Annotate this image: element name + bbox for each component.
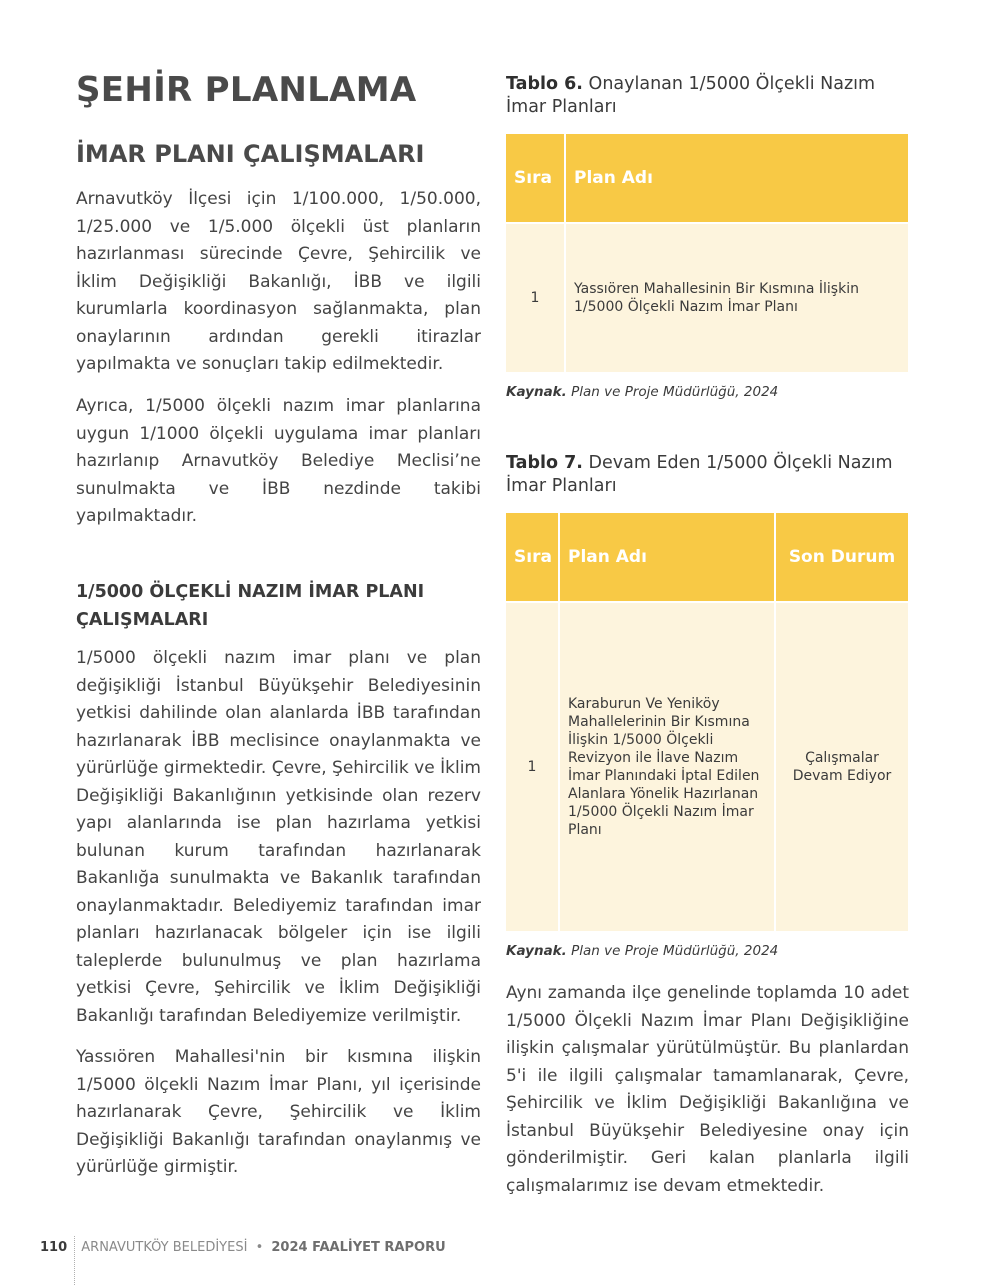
table7-source xyxy=(506,943,778,959)
table7-source-text: Plan ve Proje Müdürlüğü, 2024 xyxy=(571,943,779,959)
table6-source xyxy=(506,384,778,400)
table7-label: Tablo 7. xyxy=(506,453,583,473)
footer-org: ARNAVUTKÖY BELEDİYESİ xyxy=(81,1240,248,1255)
table7-header-plan-adi: Plan Adı xyxy=(558,513,774,601)
table7-caption xyxy=(506,452,906,498)
table6-cell-sira: 1 xyxy=(506,222,564,372)
paragraph-application-plans: Ayrıca, 1/5000 ölçekli nazım imar planlarına uygun 1/1000 ölçekli uygulama imar planları hazırlanıp Arnavutköy Belediye Meclisi’ne sunulmakta ve İBB nezdinde takibi yapılmaktadır. xyxy=(76,396,481,526)
table7-header-sira: Sıra xyxy=(506,513,558,601)
table6-source-text: Plan ve Proje Müdürlüğü, 2024 xyxy=(571,384,779,400)
page-title: ŞEHİR PLANLAMA xyxy=(76,70,417,110)
table7-source-label: Kaynak. xyxy=(506,943,567,959)
table6-header-plan-adi: Plan Adı xyxy=(564,134,908,222)
page-number: 110 xyxy=(40,1240,68,1255)
footer-separator: • xyxy=(255,1240,264,1255)
table6-caption xyxy=(506,73,906,119)
table6 xyxy=(506,134,908,372)
table6-source-label: Kaynak. xyxy=(506,384,567,400)
table6-label: Tablo 6. xyxy=(506,74,583,94)
table7-caption-text: Devam Eden 1/5000 Ölçekli Nazım İmar Planları xyxy=(506,453,893,496)
paragraph-plan-changes: Aynı zamanda ilçe genelinde toplamda 10 adet 1/5000 Ölçekli Nazım İmar Planı Değişikliğine ilişkin çalışmalar yürütülmüştür. Bu planlardan 5'i ile ilgili çalışmalar tamamlanarak, Çevre, Şehircilik ve İklim Değişikliği Bakanlığına ve İstanbul Büyükşehir Belediyesine onay için gönderilmiştir. Geri kalan planlarla ilgili çalışmalarımız ise devam etmektedir. xyxy=(506,983,909,1196)
table7-cell-sira: 1 xyxy=(506,601,558,931)
footer xyxy=(40,1240,446,1255)
paragraph-yassioren: Yassıören Mahallesi'nin bir kısmına ilişkin 1/5000 ölçekli Nazım İmar Planı, yıl içerisinde hazırlanarak Çevre, Şehircilik ve İklim Değişikliği Bakanlığı tarafından onaylanmış ve yürürlüğe girmiştir. xyxy=(76,1047,481,1177)
table7 xyxy=(506,513,908,931)
paragraph-nazim-plan: 1/5000 ölçekli nazım imar planı ve plan değişikliği İstanbul Büyükşehir Belediyesinin yetkisi dahilinde olan alanlarda İBB tarafından hazırlanarak İBB meclisince onaylanmakta ve yürürlüğe girmektedir. Çevre, Şehircilik ve İklim Değişikliği Bakanlığının yetkisinde olan rezerv yapı alanlarında ise plan hazırlama yetkisi bulunan kurum tarafından hazırlanarak Bakanlığa sunulmakta ve Bakanlık tarafından onaylanmaktadır. Belediyemiz tarafından imar planları hazırlanacak bölgeler için ise ilgili taleplerde bulunulmuş ve plan hazırlama yetkisi Çevre, Şehircilik ve İklim Değişikliği Bakanlığı tarafından Belediyemize verilmiştir. xyxy=(76,648,481,1026)
subsection-title: 1/5000 ÖLÇEKLİ NAZIM İMAR PLANI ÇALIŞMALARI xyxy=(76,582,425,630)
table6-caption-text: Onaylanan 1/5000 Ölçekli Nazım İmar Planları xyxy=(506,74,876,117)
table-row xyxy=(506,601,908,931)
table6-header-sira: Sıra xyxy=(506,134,564,222)
table6-cell-plan-adi: Yassıören Mahallesinin Bir Kısmına İlişkin 1/5000 Ölçekli Nazım İmar Planı xyxy=(564,222,908,372)
table7-header-son-durum: Son Durum xyxy=(774,513,908,601)
table7-cell-son-durum: Çalışmalar Devam Ediyor xyxy=(774,601,908,931)
table-row xyxy=(506,222,908,372)
footer-report: 2024 FAALİYET RAPORU xyxy=(271,1240,446,1255)
paragraph-intro: Arnavutköy İlçesi için 1/100.000, 1/50.000, 1/25.000 ve 1/5.000 ölçekli üst planların hazırlanması sürecinde Çevre, Şehircilik ve İklim Değişikliği Bakanlığı, İBB ve ilgili kurumlarla koordinasyon sağlanmakta, plan onaylarının ardından gerekli itirazlar yapılmakta ve sonuçları takip edilmektedir. xyxy=(76,189,481,374)
table7-cell-plan-adi: Karaburun Ve Yeniköy Mahallelerinin Bir Kısmına İlişkin 1/5000 Ölçekli Revizyon ile İlave Nazım İmar Planındaki İptal Edilen Alanlara Yönelik Hazırlanan 1/5000 Ölçekli Nazım İmar Planı xyxy=(558,601,774,931)
section-title: İMAR PLANI ÇALIŞMALARI xyxy=(76,140,425,168)
